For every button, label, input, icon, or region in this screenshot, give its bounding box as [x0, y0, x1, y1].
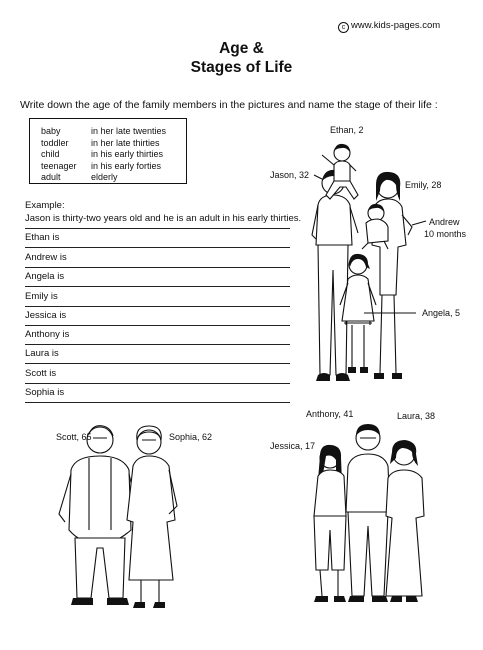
label-laura: Laura, 38 — [397, 411, 436, 421]
age-phrase: in her late twenties — [91, 126, 167, 136]
word-bank-box — [29, 118, 187, 184]
label-emily: Emily, 28 — [405, 180, 442, 190]
young-family-illustration — [300, 135, 465, 390]
age-phrase: in his early forties — [91, 160, 162, 171]
answer-line-laura[interactable]: Laura is — [25, 347, 290, 364]
sophia-figure — [127, 426, 177, 608]
stage-word: adult — [41, 172, 61, 182]
label-ethan: Ethan, 2 — [330, 125, 364, 135]
anthony-figure — [346, 424, 390, 602]
label-jason: Jason, 32 — [270, 170, 310, 180]
stage-word: toddler — [41, 137, 69, 148]
answer-line-emily[interactable]: Emily is — [25, 290, 290, 307]
copyright-notice: c www.kids-pages.com — [338, 20, 440, 33]
example-sentence: Jason is thirty-two years old and he is an adult in his early thirties. — [25, 212, 290, 229]
instruction-text: Write down the age of the family members in the pictures and name the stage of their life : — [20, 99, 438, 111]
stage-word: child — [41, 149, 60, 159]
label-andrew-age: 10 months — [424, 229, 467, 239]
pointer-andrew — [412, 221, 426, 225]
answer-line-sophia[interactable]: Sophia is — [25, 386, 290, 403]
stage-word: teenager — [41, 160, 77, 171]
stages-column — [41, 126, 77, 184]
answer-line-scott[interactable]: Scott is — [25, 367, 290, 384]
example-label: Example: — [25, 200, 65, 211]
answer-line-andrew[interactable]: Andrew is — [25, 251, 290, 268]
stage-word: baby — [41, 126, 61, 136]
page-title-line1: Age & — [219, 40, 264, 57]
answer-line-anthony[interactable]: Anthony is — [25, 328, 290, 345]
jason-figure — [312, 170, 358, 381]
copyright-icon: c — [338, 22, 349, 33]
scott-figure — [59, 426, 137, 605]
pointer-jason — [314, 175, 322, 179]
label-angela: Angela, 5 — [422, 308, 461, 318]
andrew-figure — [362, 204, 388, 249]
label-andrew-name: Andrew — [429, 217, 460, 227]
page-title-line2: Stages of Life — [190, 59, 293, 76]
jessica-figure — [314, 445, 346, 602]
age-phrases-column — [91, 126, 166, 184]
answer-line-angela[interactable]: Angela is — [25, 270, 290, 287]
age-phrase: elderly — [91, 172, 118, 182]
answer-line-jessica[interactable]: Jessica is — [25, 309, 290, 326]
age-phrase: in his early thirties — [91, 149, 164, 159]
label-jessica: Jessica, 17 — [270, 441, 316, 451]
parents-and-teen-illustration — [300, 420, 450, 615]
label-scott: Scott, 65 — [56, 432, 92, 442]
laura-figure — [386, 440, 424, 602]
answer-line-ethan[interactable]: Ethan is — [25, 231, 290, 248]
emily-figure — [372, 172, 412, 379]
label-anthony: Anthony, 41 — [306, 409, 354, 419]
label-sophia: Sophia, 62 — [169, 432, 213, 442]
age-phrase: in her late thirties — [91, 137, 160, 148]
